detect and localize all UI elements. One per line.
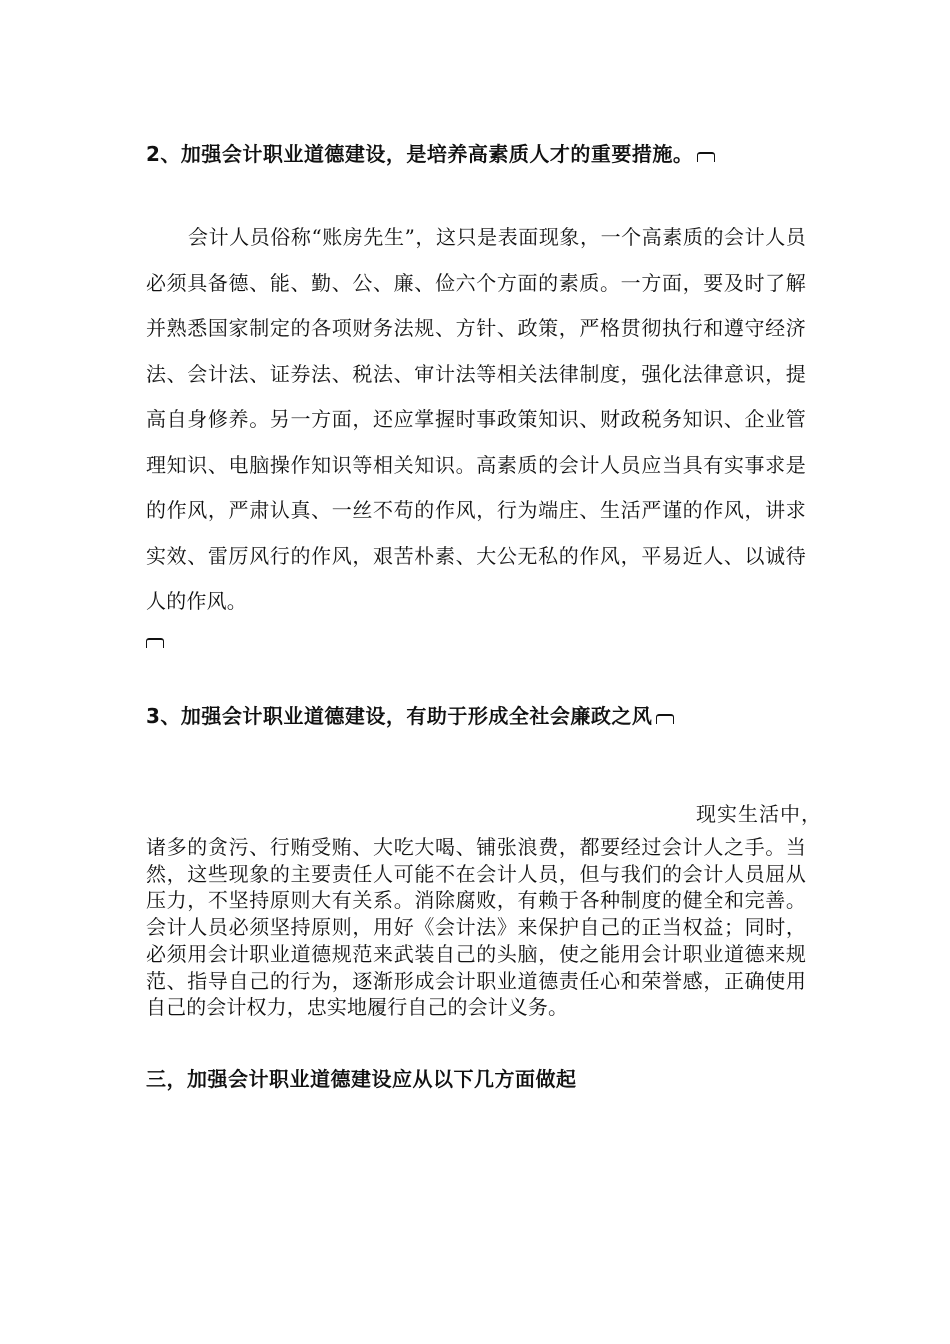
paragraph-lead-text: 现实生活中， bbox=[696, 802, 822, 826]
paragraph-anti-corruption: 诸多的贪污、行贿受贿、大吃大喝、铺张浪费，都要经过会计人之手。当然，这些现象的主要责任人可能不在会计人员，但与我们的会计人员屈从压力，不坚持原则大有关系。消除腐败，有赖于各种制度的健全和完善。会计人员必须坚持原则，用好《会计法》来保护自己的正当权益；同时，必须用会计职业道德规范来武装自己的头脑，使之能用会计职业道德来规范、指导自己的行为，逐渐形成会计职业道德责任心和荣誉感，正确使用自己的会计权力，忠实地履行自己的会计义务。 bbox=[146, 835, 806, 1020]
paragraph-mark-icon bbox=[656, 714, 674, 724]
paragraph-mark-row bbox=[146, 632, 164, 651]
section-heading-2 bbox=[146, 138, 715, 167]
paragraph-mark-icon bbox=[697, 152, 715, 162]
section-heading-2-text: 2、加强会计职业道德建设，是培养高素质人才的重要措施。 bbox=[146, 142, 694, 166]
section-heading-three: 三，加强会计职业道德建设应从以下几方面做起 bbox=[146, 1067, 577, 1091]
section-heading-3-text: 3、加强会计职业道德建设，有助于形成全社会廉政之风 bbox=[146, 704, 653, 728]
paragraph-talent: 会计人员俗称“账房先生”，这只是表面现象，一个高素质的会计人员必须具备德、能、勤、公、廉、俭六个方面的素质。一方面，要及时了解并熟悉国家制定的各项财务法规、方针、政策，严格贯彻执行和遵守经济法、会计法、证券法、税法、审计法等相关法律制度，强化法律意识，提高自身修养。另一方面，还应掌握时事政策知识、财政税务知识、企业管理知识、电脑操作知识等相关知识。高素质的会计人员应当具有实事求是的作风，严肃认真、一丝不苟的作风，行为端庄、生活严谨的作风，讲求实效、雷厉风行的作风，艰苦朴素、大公无私的作风，平易近人、以诚待人的作风。 bbox=[146, 225, 806, 613]
paragraph-mark-icon bbox=[146, 638, 164, 648]
section-heading-3 bbox=[146, 700, 674, 729]
